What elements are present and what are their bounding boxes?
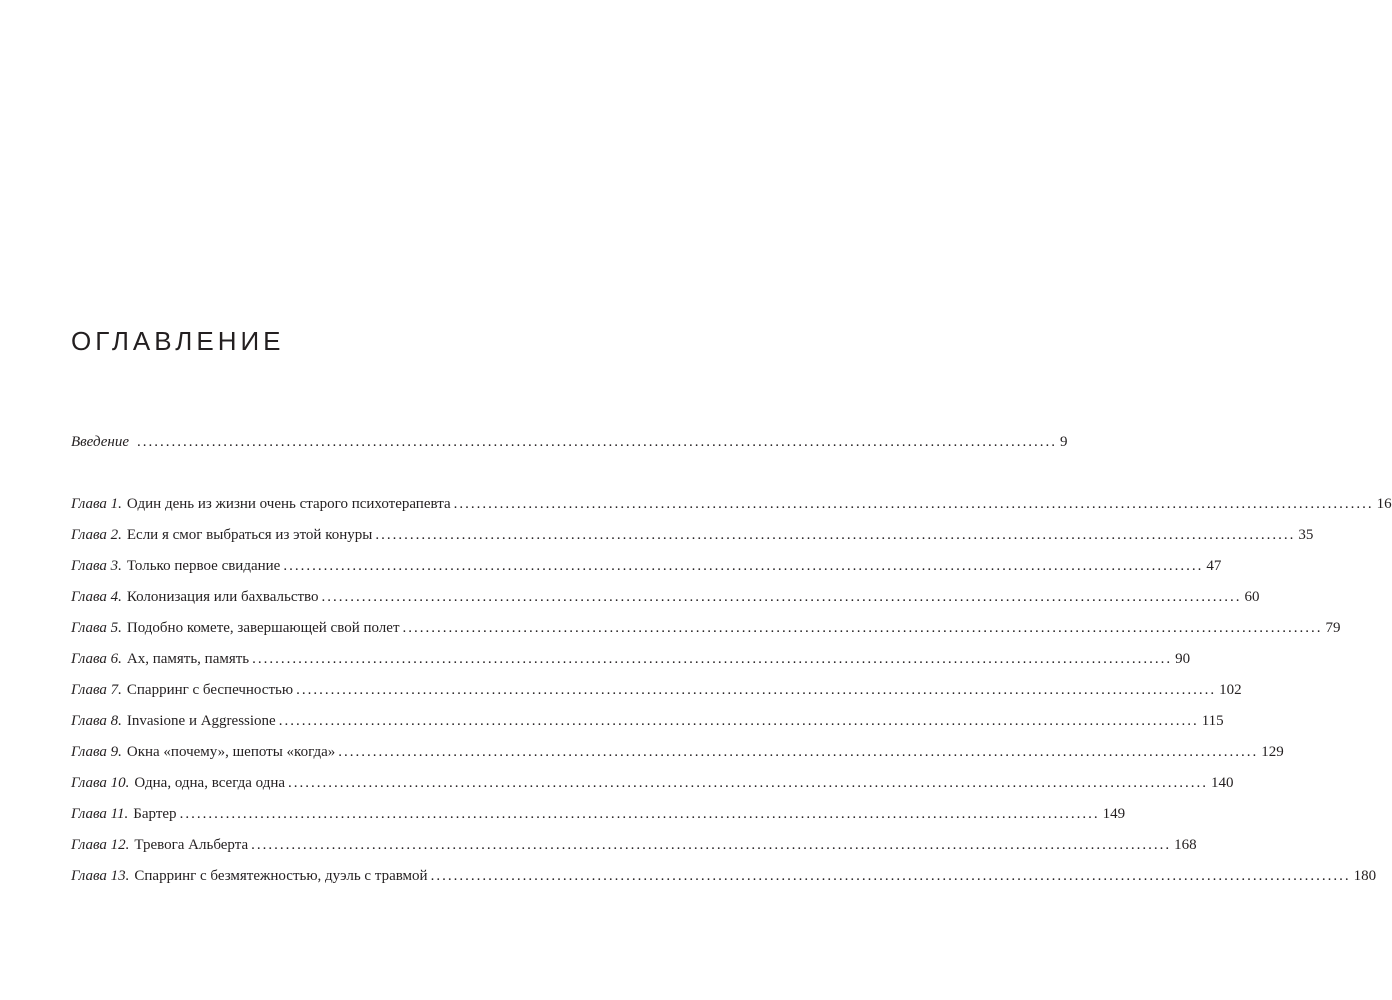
toc-entry-chapter-13 bbox=[71, 866, 1377, 886]
chapter-title: Только первое свидание bbox=[126, 558, 281, 574]
dot-leader bbox=[296, 680, 1216, 700]
chapter-label: Глава 10. bbox=[71, 775, 130, 791]
chapter-label: Глава 5. bbox=[71, 620, 122, 636]
page-number: 79 bbox=[1325, 620, 1341, 636]
chapter-label: Глава 13. bbox=[71, 868, 130, 884]
toc-entry-chapter-10 bbox=[71, 773, 1234, 793]
dot-leader bbox=[338, 742, 1258, 762]
dot-leader bbox=[454, 494, 1374, 514]
page-number: 129 bbox=[1261, 744, 1284, 760]
page-number: 47 bbox=[1206, 558, 1222, 574]
chapter-label: Глава 2. bbox=[71, 527, 122, 543]
chapter-title: Бартер bbox=[133, 806, 177, 822]
toc-entry-intro bbox=[71, 432, 1068, 452]
chapter-title: Invasione и Aggressione bbox=[126, 713, 276, 729]
page-number: 140 bbox=[1211, 775, 1234, 791]
dot-leader bbox=[252, 649, 1172, 669]
toc-entry-chapter-12 bbox=[71, 835, 1197, 855]
chapter-label: Глава 1. bbox=[71, 496, 122, 512]
dot-leader bbox=[137, 432, 1057, 452]
page-title: ОГЛАВЛЕНИЕ bbox=[71, 326, 285, 356]
chapter-label: Глава 8. bbox=[71, 713, 122, 729]
page-number: 16 bbox=[1376, 496, 1392, 512]
chapter-title: Если я смог выбраться из этой конуры bbox=[126, 527, 373, 543]
page-number: 60 bbox=[1244, 589, 1260, 605]
dot-leader bbox=[251, 835, 1171, 855]
chapter-title: Ах, память, память bbox=[126, 651, 250, 667]
dot-leader bbox=[279, 711, 1199, 731]
toc-entry-chapter-6 bbox=[71, 649, 1191, 669]
chapter-label: Глава 9. bbox=[71, 744, 122, 760]
dot-leader bbox=[403, 618, 1323, 638]
toc-entry-chapter-3 bbox=[71, 556, 1222, 576]
dot-leader bbox=[431, 866, 1351, 886]
chapter-label: Глава 12. bbox=[71, 837, 130, 853]
dot-leader bbox=[375, 525, 1295, 545]
chapter-title: Колонизация или бахвальство bbox=[126, 589, 319, 605]
chapter-label: Глава 6. bbox=[71, 651, 122, 667]
dot-leader bbox=[180, 804, 1100, 824]
page-number: 180 bbox=[1353, 868, 1377, 884]
chapter-title: Одна, одна, всегда одна bbox=[134, 775, 286, 791]
dot-leader bbox=[322, 587, 1242, 607]
chapter-title: Спарринг с безмятежностью, дуэль с травмой bbox=[134, 868, 428, 884]
toc-entry-chapter-8 bbox=[71, 711, 1224, 731]
dot-leader bbox=[283, 556, 1203, 576]
chapter-title: Спарринг с беспечностью bbox=[126, 682, 294, 698]
page-number: 168 bbox=[1174, 837, 1197, 853]
page-number: 90 bbox=[1175, 651, 1191, 667]
dot-leader bbox=[288, 773, 1208, 793]
toc-entry-chapter-7 bbox=[71, 680, 1242, 700]
toc-entry-chapter-1 bbox=[71, 494, 1392, 514]
page-number: 35 bbox=[1298, 527, 1314, 543]
chapter-label: Глава 11. bbox=[71, 806, 129, 822]
chapter-label: Глава 3. bbox=[71, 558, 122, 574]
toc-entry-chapter-9 bbox=[71, 742, 1284, 762]
toc-entry-chapter-5 bbox=[71, 618, 1341, 638]
chapter-title: Подобно комете, завершающей свой полет bbox=[126, 620, 400, 636]
page-number: 9 bbox=[1060, 434, 1068, 450]
page-number: 149 bbox=[1102, 806, 1126, 822]
toc-entry-chapter-4 bbox=[71, 587, 1260, 607]
chapter-label: Глава 4. bbox=[71, 589, 122, 605]
page-number: 102 bbox=[1219, 682, 1242, 698]
toc-entry-chapter-11 bbox=[71, 804, 1126, 824]
toc-entry-chapter-2 bbox=[71, 525, 1314, 545]
chapter-label: Глава 7. bbox=[71, 682, 122, 698]
page-number: 115 bbox=[1201, 713, 1224, 729]
intro-label: Введение bbox=[71, 434, 129, 450]
chapter-title: Окна «почему», шепоты «когда» bbox=[126, 744, 336, 760]
chapter-title: Один день из жизни очень старого психотерапевта bbox=[126, 496, 451, 512]
chapter-title: Тревога Альберта bbox=[134, 837, 249, 853]
